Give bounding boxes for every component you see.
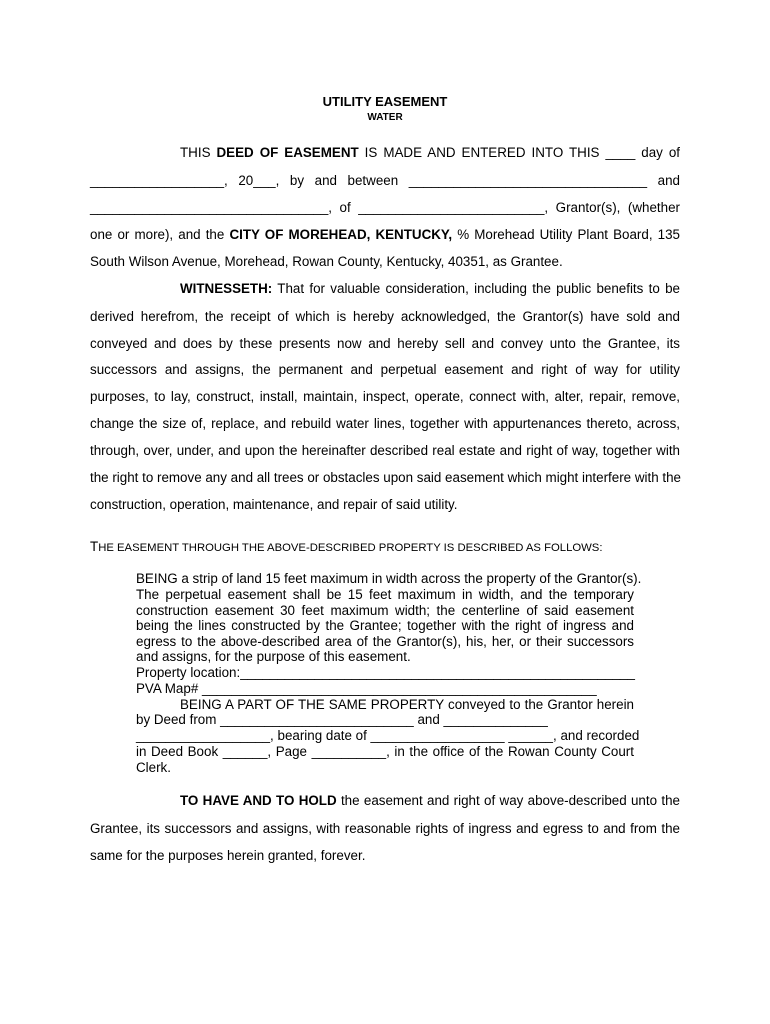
- witnesseth-line-1: [180, 281, 680, 296]
- opening-text: % Morehead Utility Plant Board, 135: [452, 227, 680, 242]
- opening-line-3: ________________________________, of _________________________, Grantor(s), (whether: [90, 200, 680, 215]
- document-subtitle: WATER: [367, 112, 403, 123]
- heading-rest: HE EASEMENT THROUGH THE ABOVE-DESCRIBED PROPERTY IS DESCRIBED AS FOLLOWS:: [98, 542, 603, 554]
- heading-first-letter: T: [90, 539, 99, 554]
- description-line-5: egress to the above-described area of the Grantor(s), his, her, or their successors: [136, 634, 634, 649]
- opening-line-5: South Wilson Avenue, Morehead, Rowan County, Kentucky, 40351, as Grantee.: [90, 254, 563, 269]
- witnesseth-line-8: the right to remove any and all trees or obstacles upon said easement which might interfere with the: [90, 470, 681, 485]
- deed-of-easement-bold: DEED OF EASEMENT: [216, 145, 359, 160]
- opening-line-1: [180, 145, 680, 160]
- description-line-13: Clerk.: [136, 760, 171, 775]
- opening-text: THIS: [180, 145, 217, 160]
- description-line-6: and assigns, for the purpose of this easement.: [136, 649, 411, 664]
- habendum-line-3: same for the purposes herein granted, forever.: [90, 848, 366, 863]
- witnesseth-line-7: through, over, under, and upon the hereinafter described real estate and right of way, together with: [90, 443, 680, 458]
- property-location-line: Property location:_____________________________________________________: [136, 665, 635, 680]
- witnesseth-line-4: successors and assigns, the permanent and perpetual easement and right of way for utility: [90, 362, 680, 377]
- description-line-2: The perpetual easement shall be 15 feet maximum in width, and the temporary: [136, 587, 634, 602]
- grantee-name-bold: CITY OF MOREHEAD, KENTUCKY,: [229, 227, 453, 242]
- opening-text: one or more), and the: [90, 227, 230, 242]
- deed-book-line: in Deed Book ______, Page __________, in the office of the Rowan County Court: [136, 744, 634, 759]
- description-line-1: BEING a strip of land 15 feet maximum in width across the property of the Grantor(s).: [136, 571, 642, 586]
- witnesseth-line-2: derived herefrom, the receipt of which is hereby acknowledged, the Grantor(s) have sold and: [90, 309, 680, 324]
- opening-text: IS MADE AND ENTERED INTO THIS ____ day of: [358, 145, 681, 160]
- description-line-9: BEING A PART OF THE SAME PROPERTY conveyed to the Grantor herein: [180, 697, 634, 712]
- description-heading: [90, 539, 602, 554]
- habendum-text: the easement and right of way above-described unto the: [336, 793, 680, 808]
- witnesseth-bold: WITNESSETH:: [180, 281, 273, 296]
- witnesseth-line-3: conveyed and does by these presents now and hereby sell and convey unto the Grantee, its: [90, 336, 680, 351]
- pva-map-line: PVA Map# _____________________________________________________: [136, 681, 597, 696]
- habendum-line-1: [180, 793, 680, 808]
- description-line-4: being the lines constructed by the Grantee; together with the right of ingress and: [136, 618, 634, 633]
- deed-from-line: by Deed from __________________________ and ______________: [136, 712, 548, 727]
- to-have-and-to-hold-bold: TO HAVE AND TO HOLD: [180, 793, 337, 808]
- habendum-line-2: Grantee, its successors and assigns, with reasonable rights of ingress and egress to and from the: [90, 821, 680, 836]
- bearing-date-line: __________________, bearing date of __________________ ______, and recorded: [136, 728, 640, 743]
- opening-line-4: [90, 227, 680, 242]
- document-title: UTILITY EASEMENT: [322, 94, 448, 109]
- description-line-3: construction easement 30 feet maximum width; the centerline of said easement: [136, 603, 634, 618]
- opening-line-2: __________________, 20___, by and between ________________________________ and: [90, 173, 680, 188]
- witnesseth-line-9: construction, operation, maintenance, and repair of said utility.: [90, 497, 458, 512]
- witnesseth-line-6: change the size of, replace, and rebuild water lines, together with appurtenances thereto, across,: [90, 416, 680, 431]
- witnesseth-line-5: purposes, to lay, construct, install, maintain, inspect, operate, connect with, alter, repair, remove,: [90, 389, 680, 404]
- witnesseth-text: That for valuable consideration, including the public benefits to be: [272, 281, 680, 296]
